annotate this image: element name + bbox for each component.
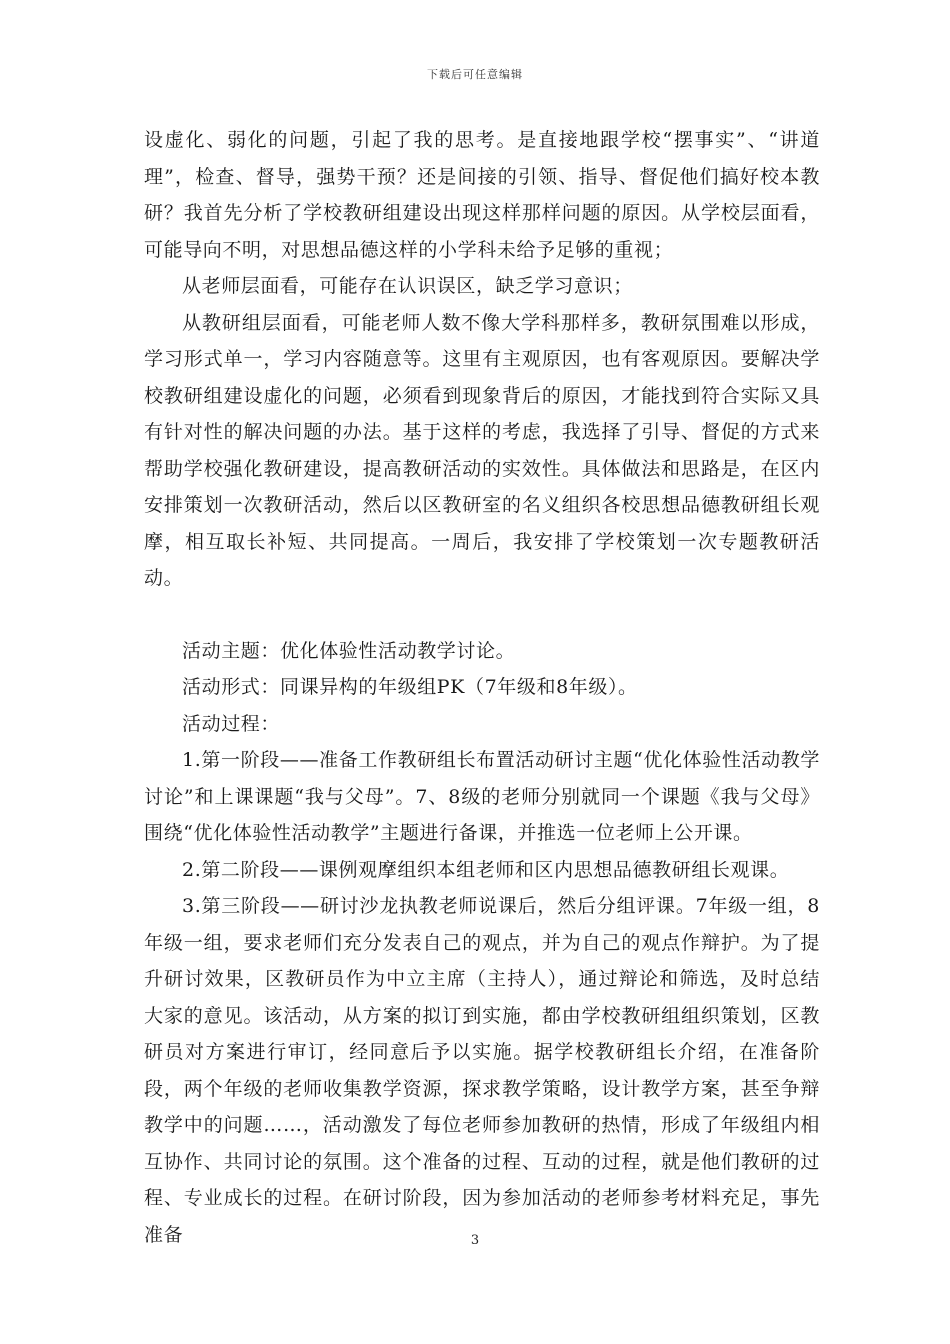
paragraph-teacher-level: 从老师层面看，可能存在认识误区，缺乏学习意识； [182,275,633,297]
activity-stage-2: 2.第二阶段——课例观摩组织本组老师和区内思想品德教研组长观课。 [182,858,790,881]
paragraph-gap [144,597,820,633]
activity-theme: 活动主题：优化体验性活动教学讨论。 [182,639,516,662]
activity-process-heading: 活动过程： [182,712,281,735]
activity-format: 活动形式：同课异构的年级组PK（7年级和8年级）。 [182,676,638,698]
paragraph-group-level: 从教研组层面看，可能老师人数不像大学科那样多，教研氛围难以形成，学习形式单一，学习内容随意等。这里有主观原因，也有客观原因。要解决学校教研组建设虚化的问题，必须看到现象背后的原因，才能找到符合实际又具有针对性的解决问题的办法。基于这样的考虑，我选择了引导、督促的方式来帮助学校强化教研建设，提高教研活动的实效性。具体做法和思路是，在区内安排策划一次教研活动，然后以区教研室的名义组织各校思想品德教研组长观摩，相互取长补短、共同提高。一周后，我安排了学校策划一次专题教研活动。 [144,311,820,589]
page-header: 下载后可任意编辑 [427,68,523,81]
paragraph-problem-analysis: 设虚化、弱化的问题，引起了我的思考。是直接地跟学校“摆事实”、“讲道理”，检查、督导，强势干预？还是间接的引领、指导、督促他们搞好校本教研？我首先分析了学校教研组建设出现这样那样问题的原因。从学校层面看，可能导向不明，对思想品德这样的小学科未给予足够的重视； [144,129,820,261]
page-number: 3 [470,1233,480,1248]
activity-stage-3: 3.第三阶段——研讨沙龙执教老师说课后，然后分组评课。7年级一组，8年级一组，要求老师们充分发表自己的观点，并为自己的观点作辩护。为了提升研讨效果，区教研员作为中立主席（主持人），通过辩论和筛选，及时总结大家的意见。该活动，从方案的拟订到实施，都由学校教研组组织策划，区教研员对方案进行审订，经同意后予以实施。据学校教研组长介绍，在准备阶段，两个年级的老师收集教学资源，探求教学策略，设计教学方案，甚至争辩教学中的问题……，活动激发了每位老师参加教研的热情，形成了年级组内相互协作、共同讨论的氛围。这个准备的过程、互动的过程，就是他们教研的过程、专业成长的过程。在研讨阶段，因为参加活动的老师参考材料充足，事先准备 [144,895,820,1246]
document-body [144,122,820,1253]
activity-stage-1: 1.第一阶段——准备工作教研组长布置活动研讨主题“优化体验性活动教学讨论”和上课课题“我与父母”。7、8级的老师分别就同一个课题《我与父母》围绕“优化体验性活动教学”主题进行备课，并推选一位老师上公开课。 [144,749,820,844]
